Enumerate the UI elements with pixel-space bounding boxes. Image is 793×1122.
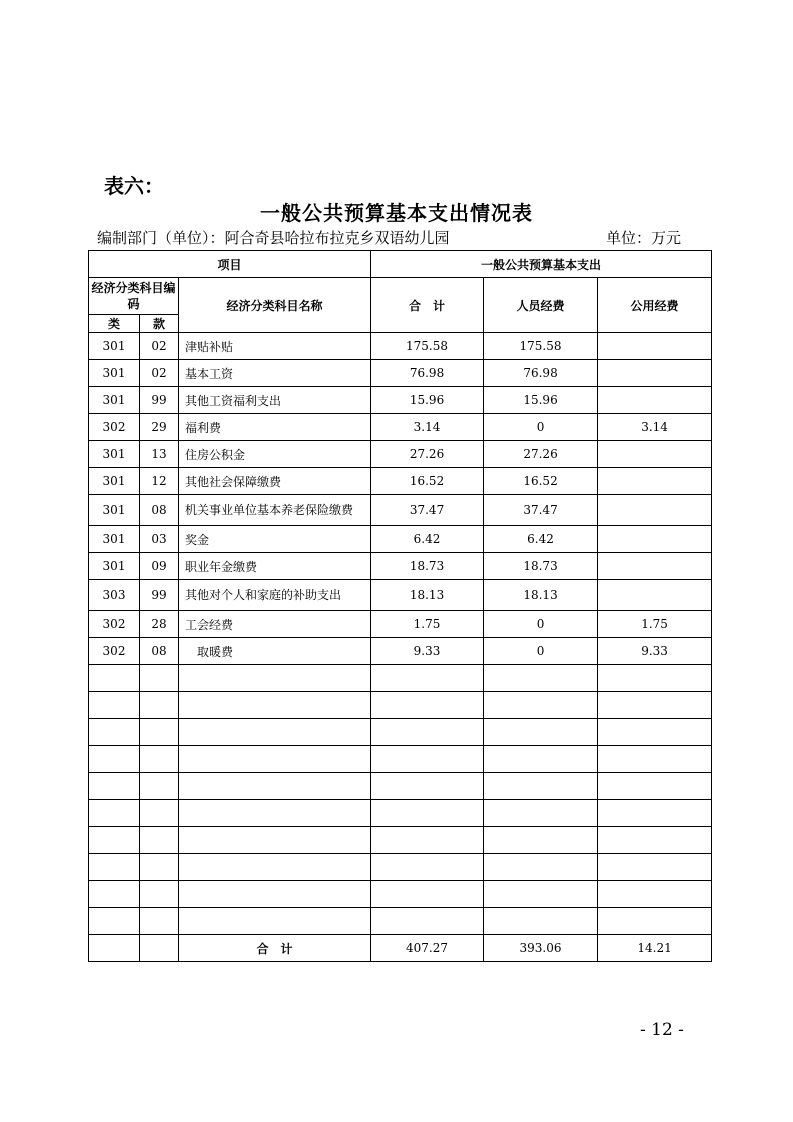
cell-class: 301 (89, 387, 140, 414)
table-row (89, 553, 712, 580)
header-class: 类 (89, 315, 140, 333)
empty-cell (598, 881, 712, 908)
cell-total: 76.98 (371, 360, 484, 387)
total-public: 14.21 (598, 935, 712, 962)
cell-public (598, 526, 712, 553)
cell-personnel: 27.26 (484, 441, 598, 468)
cell-name: 津贴补贴 (179, 333, 371, 360)
empty-cell (598, 665, 712, 692)
empty-cell (179, 908, 371, 935)
cell-total: 27.26 (371, 441, 484, 468)
cell-total: 3.14 (371, 414, 484, 441)
document-title: 一般公共预算基本支出情况表 (260, 201, 533, 225)
empty-cell (140, 854, 179, 881)
currency-unit: 单位：万元 (606, 229, 682, 247)
cell-personnel: 16.52 (484, 468, 598, 495)
cell-total: 1.75 (371, 611, 484, 638)
empty-cell (371, 773, 484, 800)
total-amount: 407.27 (371, 935, 484, 962)
cell-public (598, 468, 712, 495)
header-total: 合 计 (371, 278, 484, 333)
cell-total: 6.42 (371, 526, 484, 553)
empty-row (89, 746, 712, 773)
empty-cell (371, 800, 484, 827)
header-expenditure: 一般公共预算基本支出 (371, 251, 712, 278)
empty-cell (371, 692, 484, 719)
table-row (89, 580, 712, 611)
cell-name: 奖金 (179, 526, 371, 553)
empty-cell (484, 773, 598, 800)
cell-item: 29 (140, 414, 179, 441)
empty-cell (89, 908, 140, 935)
cell-item: 99 (140, 580, 179, 611)
cell-name: 住房公积金 (179, 441, 371, 468)
cell-class: 301 (89, 333, 140, 360)
empty-cell (371, 908, 484, 935)
compiling-unit: 编制部门（单位）：阿合奇县哈拉布拉克乡双语幼儿园 (97, 229, 450, 247)
empty-cell (179, 881, 371, 908)
cell-personnel: 0 (484, 638, 598, 665)
empty-cell (598, 746, 712, 773)
cell-item: 28 (140, 611, 179, 638)
cell-class: 302 (89, 638, 140, 665)
header-row-1 (89, 251, 712, 278)
cell-total: 37.47 (371, 495, 484, 526)
table-row (89, 526, 712, 553)
empty-cell (140, 827, 179, 854)
cell-class: 301 (89, 553, 140, 580)
header-public: 公用经费 (598, 278, 712, 333)
empty-cell (89, 827, 140, 854)
header-project: 项目 (89, 251, 371, 278)
empty-cell (140, 692, 179, 719)
cell-class: 303 (89, 580, 140, 611)
total-row (89, 935, 712, 962)
cell-total: 15.96 (371, 387, 484, 414)
empty-cell (484, 800, 598, 827)
table-row (89, 360, 712, 387)
header-code: 经济分类科目编码 (89, 278, 179, 315)
empty-cell (598, 719, 712, 746)
cell-personnel: 76.98 (484, 360, 598, 387)
cell-total: 175.58 (371, 333, 484, 360)
cell-public: 1.75 (598, 611, 712, 638)
empty-cell (179, 773, 371, 800)
table-row (89, 387, 712, 414)
empty-cell (89, 773, 140, 800)
cell-class: 301 (89, 495, 140, 526)
header-personnel: 人员经费 (484, 278, 598, 333)
cell-name: 其他社会保障缴费 (179, 468, 371, 495)
cell-item: 08 (140, 638, 179, 665)
cell-personnel: 18.13 (484, 580, 598, 611)
empty-cell (598, 827, 712, 854)
empty-cell (179, 719, 371, 746)
table-row (89, 333, 712, 360)
empty-cell (140, 719, 179, 746)
cell-personnel: 15.96 (484, 387, 598, 414)
empty-row (89, 800, 712, 827)
empty-cell (371, 827, 484, 854)
empty-cell (140, 773, 179, 800)
cell-public (598, 495, 712, 526)
cell-public (598, 387, 712, 414)
cell-name: 其他对个人和家庭的补助支出 (179, 580, 371, 611)
cell-name: 福利费 (179, 414, 371, 441)
empty-row (89, 773, 712, 800)
empty-cell (179, 854, 371, 881)
cell-class: 301 (89, 526, 140, 553)
cell-class: 302 (89, 414, 140, 441)
cell-total: 18.73 (371, 553, 484, 580)
empty-cell (140, 800, 179, 827)
empty-row (89, 908, 712, 935)
empty-row (89, 719, 712, 746)
total-empty-cell (89, 935, 140, 962)
table-row (89, 495, 712, 526)
empty-cell (598, 800, 712, 827)
cell-total: 18.13 (371, 580, 484, 611)
empty-cell (598, 908, 712, 935)
cell-personnel: 18.73 (484, 553, 598, 580)
cell-public (598, 441, 712, 468)
cell-item: 13 (140, 441, 179, 468)
cell-public (598, 360, 712, 387)
empty-cell (371, 719, 484, 746)
cell-total: 16.52 (371, 468, 484, 495)
budget-table (88, 250, 712, 962)
cell-public: 9.33 (598, 638, 712, 665)
cell-personnel: 6.42 (484, 526, 598, 553)
cell-public: 3.14 (598, 414, 712, 441)
empty-cell (484, 908, 598, 935)
empty-cell (140, 908, 179, 935)
cell-name: 工会经费 (179, 611, 371, 638)
empty-cell (89, 719, 140, 746)
empty-cell (89, 800, 140, 827)
empty-cell (371, 665, 484, 692)
table-row (89, 611, 712, 638)
header-row-2 (89, 278, 712, 315)
cell-item: 08 (140, 495, 179, 526)
cell-name: 其他工资福利支出 (179, 387, 371, 414)
cell-personnel: 175.58 (484, 333, 598, 360)
total-label: 合 计 (179, 935, 371, 962)
empty-row (89, 692, 712, 719)
header-item: 款 (140, 315, 179, 333)
cell-name: 取暖费 (179, 638, 371, 665)
cell-item: 12 (140, 468, 179, 495)
table-row (89, 414, 712, 441)
empty-cell (140, 881, 179, 908)
cell-public (598, 333, 712, 360)
empty-cell (140, 665, 179, 692)
empty-cell (89, 746, 140, 773)
table-row (89, 468, 712, 495)
cell-personnel: 37.47 (484, 495, 598, 526)
empty-cell (484, 827, 598, 854)
cell-name: 职业年金缴费 (179, 553, 371, 580)
cell-item: 99 (140, 387, 179, 414)
empty-cell (140, 746, 179, 773)
empty-cell (484, 746, 598, 773)
empty-cell (179, 746, 371, 773)
empty-cell (89, 665, 140, 692)
empty-cell (371, 881, 484, 908)
cell-public (598, 580, 712, 611)
header-name: 经济分类科目名称 (179, 278, 371, 333)
empty-cell (179, 665, 371, 692)
empty-cell (179, 800, 371, 827)
table-row (89, 441, 712, 468)
empty-row (89, 854, 712, 881)
cell-total: 9.33 (371, 638, 484, 665)
cell-public (598, 553, 712, 580)
cell-class: 301 (89, 360, 140, 387)
cell-class: 301 (89, 468, 140, 495)
empty-cell (598, 854, 712, 881)
cell-name: 机关事业单位基本养老保险缴费 (179, 495, 371, 526)
empty-cell (371, 746, 484, 773)
empty-cell (484, 665, 598, 692)
empty-cell (179, 827, 371, 854)
total-personnel: 393.06 (484, 935, 598, 962)
empty-cell (484, 692, 598, 719)
empty-cell (484, 719, 598, 746)
cell-item: 02 (140, 360, 179, 387)
empty-cell (598, 692, 712, 719)
empty-cell (89, 881, 140, 908)
empty-row (89, 827, 712, 854)
table-number-label: 表六： (104, 174, 164, 198)
empty-cell (89, 692, 140, 719)
empty-row (89, 881, 712, 908)
empty-cell (179, 692, 371, 719)
empty-cell (484, 854, 598, 881)
empty-cell (598, 773, 712, 800)
cell-item: 02 (140, 333, 179, 360)
empty-cell (371, 854, 484, 881)
cell-item: 03 (140, 526, 179, 553)
cell-class: 301 (89, 441, 140, 468)
total-empty-cell (140, 935, 179, 962)
cell-item: 09 (140, 553, 179, 580)
cell-name: 基本工资 (179, 360, 371, 387)
page-number: - 12 - (640, 1020, 684, 1040)
table-row (89, 638, 712, 665)
cell-class: 302 (89, 611, 140, 638)
empty-cell (484, 881, 598, 908)
cell-personnel: 0 (484, 414, 598, 441)
empty-row (89, 665, 712, 692)
empty-cell (89, 854, 140, 881)
cell-personnel: 0 (484, 611, 598, 638)
